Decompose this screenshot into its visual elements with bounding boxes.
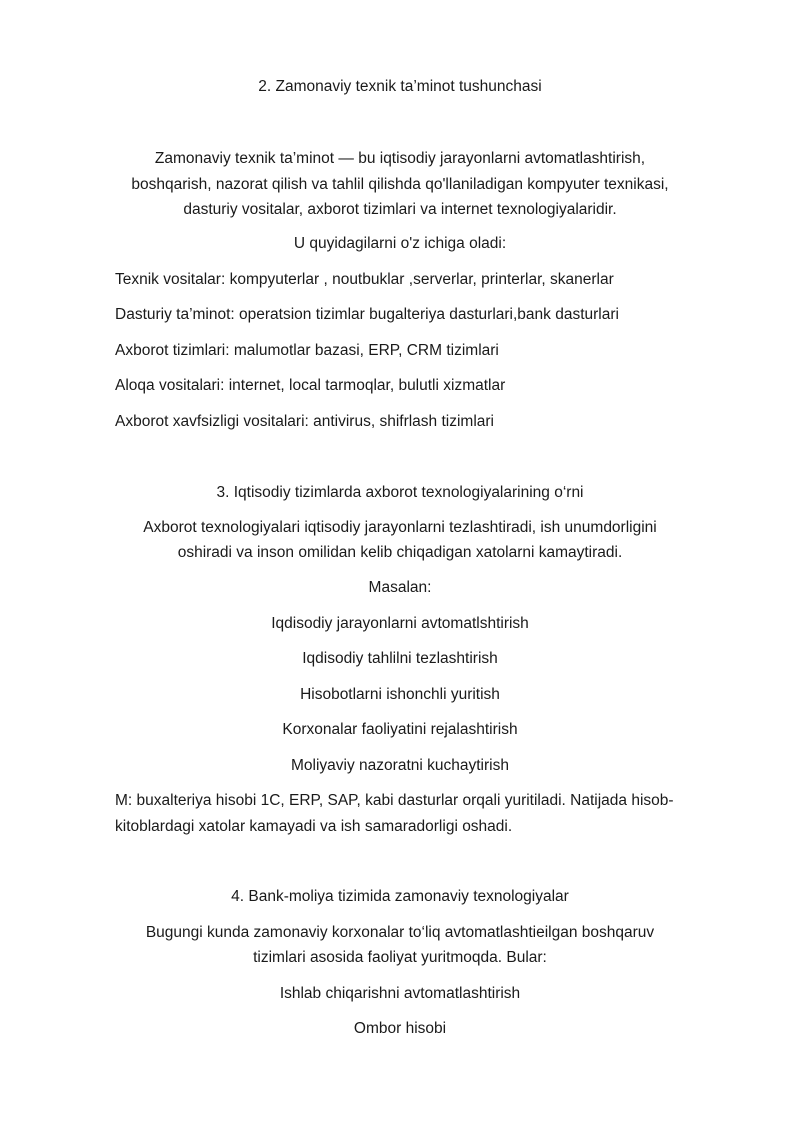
section-4-item: Ishlab chiqarishni avtomatlashtirish (279, 985, 521, 1002)
section-2-item: Axborot tizimlari: malumotlar bazasi, ERP, CRM tizimlari (115, 342, 499, 359)
section-2-item: Axborot xavfsizligi vositalari: antivirus, shifrlash tizimlari (115, 413, 495, 430)
section-3-item: Korxonalar faoliyatini rejalashtirish (282, 721, 518, 738)
section-3-intro-line-2: oshiradi va inson omilidan kelib chiqadigan xatolarni kamaytiradi. (177, 544, 623, 561)
section-3-heading: 3. Iqtisodiy tizimlarda axborot texnologiyalarining o‘rni (216, 484, 584, 501)
section-4-item: Ombor hisobi (353, 1020, 447, 1037)
section-3-note-line-2: kitoblardagi xatolar kamayadi va ish samaradorligi oshadi. (115, 818, 513, 835)
section-2-intro-line-2: boshqarish, nazorat qilish va tahlil qilishda qo'llaniladigan kompyuter texnikasi, (131, 176, 669, 193)
section-3-intro-line-1: Axborot texnologiyalari iqtisodiy jarayonlarni tezlashtiradi, ish unumdorligini (143, 519, 657, 536)
section-3-note-line-1: M: buxalteriya hisobi 1C, ERP, SAP, kabi dasturlar orqali yuritiladi. Natijada hisob- (115, 792, 674, 809)
section-2-item: Dasturiy ta’minot: operatsion tizimlar bugalteriya dasturlari,bank dasturlari (115, 306, 619, 323)
section-4-intro-line-1: Bugungi kunda zamonaviy korxonalar to‘liq avtomatlashtieilgan boshqaruv (145, 924, 655, 941)
section-3-example-label: Masalan: (368, 579, 432, 596)
section-3-item: Iqdisodiy tahlilni tezlashtirish (302, 650, 498, 667)
section-2-item: Texnik vositalar: kompyuterlar , noutbuklar ,serverlar, printerlar, skanerlar (115, 271, 614, 288)
section-3-item: Iqdisodiy jarayonlarni avtomatlshtirish (271, 615, 529, 632)
section-2-heading: 2. Zamonaviy texnik ta’minot tushunchasi (258, 78, 542, 95)
section-2-item: Aloqa vositalari: internet, local tarmoqlar, bulutli xizmatlar (115, 377, 506, 394)
section-2-intro-line-3: dasturiy vositalar, axborot tizimlari va internet texnologiyalaridir. (183, 201, 617, 218)
section-3-item: Hisobotlarni ishonchli yuritish (300, 686, 500, 703)
section-4-intro-line-2: tizimlari asosida faoliyat yuritmoqda. Bular: (253, 949, 547, 966)
section-4-heading: 4. Bank-moliya tizimida zamonaviy texnologiyalar (231, 888, 569, 905)
section-3-item: Moliyaviy nazoratni kuchaytirish (291, 757, 509, 774)
section-2-includes-label: U quyidagilarni o'z ichiga oladi: (293, 235, 507, 252)
section-2-intro-line-1: Zamonaviy texnik ta’minot — bu iqtisodiy jarayonlarni avtomatlashtirish, (154, 150, 646, 167)
